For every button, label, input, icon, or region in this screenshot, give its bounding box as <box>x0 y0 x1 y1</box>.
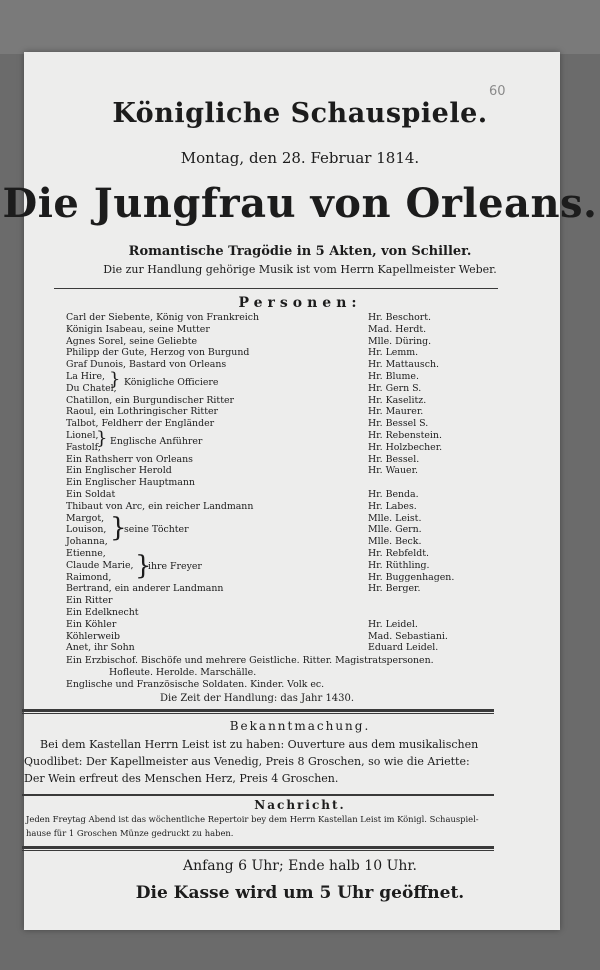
subtitle: Romantische Tragödie in 5 Akten, von Schiller. <box>128 244 472 259</box>
cast-role: Margot, <box>66 512 105 524</box>
cast-actor: Hr. Wauer. <box>368 465 419 477</box>
group-label-officers: Königliche Officiere <box>124 377 219 388</box>
cast-role: Ein Englischer Hauptmann <box>66 477 195 489</box>
announcement-heading: Bekanntmachung. <box>229 719 371 733</box>
cast-role: Bertrand, ein anderer Landmann <box>66 583 224 595</box>
performance-times: Anfang 6 Uhr; Ende halb 10 Uhr. <box>183 858 417 874</box>
cast-actor: Hr. Gern S. <box>368 382 422 394</box>
cast-actor: Hr. Blume. <box>368 371 419 382</box>
cast-actor: Hr. Beschort. <box>368 312 431 323</box>
cast-actor: Hr. Benda. <box>368 489 419 500</box>
cast-role: Raoul, ein Lothringischer Ritter <box>66 406 218 418</box>
cast-actor: Hr. Leidel. <box>368 618 418 630</box>
cast-role: La Hire, <box>66 371 105 382</box>
cast-actor: Hr. Rüthling. <box>368 559 430 571</box>
time-of-action: Die Zeit der Handlung: das Jahr 1430. <box>160 693 355 704</box>
divider <box>22 846 494 849</box>
extras-line: Hofleute. Herolde. Marschälle. <box>109 667 257 678</box>
divider <box>22 713 494 714</box>
date-line: Montag, den 28. Februar 1814. <box>180 149 420 167</box>
theatre-title: Königliche Schauspiele. <box>112 98 488 129</box>
extras-line: Ein Erzbischof. Bischöfe und mehrere Geistliche. Ritter. Magistratspersonen. <box>66 655 434 666</box>
extras-line: Englische und Französische Soldaten. Kinder. Volk ec. <box>66 679 325 690</box>
brace: } <box>110 513 127 543</box>
cast-actor: Hr. Rebenstein. <box>368 430 442 441</box>
notice-heading: Nachricht. <box>254 798 346 812</box>
cast-role: Ein Köhler <box>66 618 117 630</box>
brace: } <box>96 428 108 449</box>
cast-role: Königin Isabeau, seine Mutter <box>66 323 210 335</box>
cast-actor: Hr. Maurer. <box>368 406 424 418</box>
cast-actor: Hr. Berger. <box>368 583 421 595</box>
cast-actor: Hr. Rebfeldt. <box>368 548 429 559</box>
cast-actor: Hr. Labes. <box>368 500 417 512</box>
music-note: Die zur Handlung gehörige Musik ist vom Herrn Kapellmeister Weber. <box>103 263 497 276</box>
cast-role: Du Chatel, <box>66 382 117 394</box>
cast-actor: Hr. Holzbecher. <box>368 441 443 453</box>
cast-role: Johanna, <box>66 536 108 548</box>
pencil-mark: 60 <box>489 84 506 99</box>
cast-actor: Mlle. Gern. <box>368 524 422 536</box>
announcement-line: Quodlibet: Der Kapellmeister aus Venedig, Preis 8 Groschen, so wie die Ariette: <box>24 755 470 768</box>
cast-actor: Mlle. Beck. <box>368 536 422 548</box>
cast-role: Ein Ritter <box>66 595 113 607</box>
notice-line: Jeden Freytag Abend ist das wöchentliche Repertoir bey dem Herrn Kastellan Leist im Königl. Schauspiel- <box>26 814 479 824</box>
cast-role: Talbot, Feldherr der Engländer <box>66 418 215 430</box>
group-label-english-leaders: Englische Anführer <box>110 436 203 447</box>
cast-role: Ein Soldat <box>66 489 116 500</box>
cast-role: Louison, <box>66 524 107 536</box>
cast-role: Ein Edelknecht <box>66 607 139 618</box>
cast-actor: Mlle. Leist. <box>368 512 422 524</box>
announcement-line: Bei dem Kastellan Herrn Leist ist zu haben: Ouverture aus dem musikalischen <box>40 738 479 751</box>
cast-role: Ein Englischer Herold <box>66 465 172 477</box>
notice-line: hause für 1 Groschen Münze gedruckt zu haben. <box>26 828 234 838</box>
cast-role: Chatillon, ein Burgundischer Ritter <box>66 394 234 406</box>
divider <box>22 794 494 796</box>
divider <box>22 709 494 712</box>
group-label-daughters: seine Töchter <box>124 524 189 535</box>
cast-actor: Eduard Leidel. <box>368 642 439 654</box>
box-office-opening: Die Kasse wird um 5 Uhr geöffnet. <box>135 883 465 903</box>
cast-role: Philipp der Gute, Herzog von Burgund <box>66 347 250 359</box>
cast-role: Graf Dunois, Bastard von Orleans <box>66 359 227 371</box>
cast-role: Köhlerweib <box>66 630 121 642</box>
cast-role: Anet, ihr Sohn <box>66 642 135 654</box>
cast-actor: Hr. Kaselitz. <box>368 394 427 406</box>
cast-role: Ein Rathsherr von Orleans <box>66 453 193 465</box>
cast-role: Fastolf, <box>66 441 101 453</box>
cast-role: Carl der Siebente, König von Frankreich <box>66 312 260 323</box>
play-title: Die Jungfrau von Orleans. <box>2 180 598 227</box>
cast-actor: Hr. Buggenhagen. <box>368 571 455 583</box>
cast-actor: Mad. Herdt. <box>368 323 427 335</box>
cast-actor: Mlle. Düring. <box>368 335 432 347</box>
cast-role: Raimond, <box>66 571 112 583</box>
cast-role: Thibaut von Arc, ein reicher Landmann <box>66 500 254 512</box>
personen-heading: Personen: <box>238 295 362 311</box>
announcement-line: Der Wein erfreut des Menschen Herz, Preis 4 Groschen. <box>24 772 339 785</box>
brace: } <box>135 551 152 581</box>
cast-actor: Hr. Lemm. <box>368 347 419 359</box>
cast-role: Etienne, <box>66 548 106 559</box>
divider <box>54 288 498 289</box>
cast-role: Agnes Sorel, seine Geliebte <box>66 335 198 347</box>
cast-role: Claude Marie, <box>66 559 134 571</box>
cast-role: Lionel, <box>66 430 99 441</box>
divider <box>22 850 494 851</box>
brace: } <box>109 369 121 390</box>
cast-actor: Hr. Bessel. <box>368 453 420 465</box>
cast-actor: Hr. Bessel S. <box>368 418 429 430</box>
group-label-suitors: ihre Freyer <box>148 561 202 572</box>
cast-actor: Mad. Sebastiani. <box>368 630 448 642</box>
cast-actor: Hr. Mattausch. <box>368 359 440 371</box>
scan-background-strip <box>0 0 600 54</box>
